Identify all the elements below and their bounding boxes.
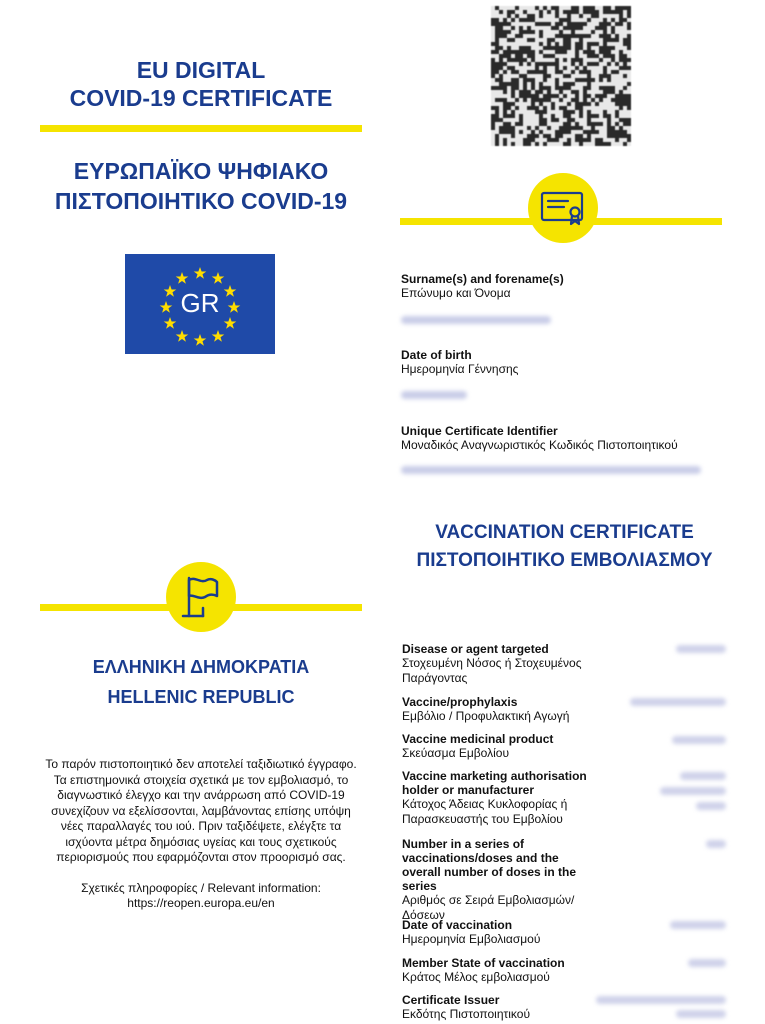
member-state-row: [402, 956, 602, 985]
date-sub: Ημερομηνία Εμβολιασμού: [402, 932, 541, 946]
member-state-value: [688, 959, 726, 967]
disease-sub: Στοχευμένη Νόσος ή Στοχευμένος Παράγοντας: [402, 656, 582, 685]
holder-name-field: [401, 272, 721, 324]
flag-icon: [179, 572, 223, 622]
title-en-line2: COVID-19 CERTIFICATE: [69, 85, 333, 111]
vaccine-sub: Εμβόλιο / Προφυλακτική Αγωγή: [402, 709, 570, 723]
info-url[interactable]: https://reopen.europa.eu/en: [127, 896, 275, 910]
product-label: Vaccine medicinal product: [402, 732, 554, 746]
dob-value: [401, 391, 467, 399]
issuer-value-2: [676, 1010, 726, 1018]
date-value: [670, 921, 726, 929]
flag-country-code: GR: [180, 288, 220, 318]
title-en-line1: EU DIGITAL: [136, 57, 266, 83]
title-en: [40, 56, 362, 112]
certificate-icon: [538, 188, 588, 228]
vaccine-row: [402, 695, 602, 724]
vaccine-value: [630, 698, 726, 706]
product-row: [402, 732, 602, 761]
manufacturer-row: [402, 769, 587, 827]
doses-label: Number in a series of vaccinations/doses and the overall number of doses in the series: [402, 837, 577, 893]
holder-name-value: [401, 316, 551, 324]
uci-field: [401, 424, 731, 474]
certificate-badge: [528, 173, 598, 243]
issuer-value-1: [596, 996, 726, 1004]
product-value: [672, 736, 726, 744]
member-state-label: Member State of vaccination: [402, 956, 565, 970]
vaccination-title-gr: ΠΙΣΤΟΠΟΙΗΤΙΚΟ ΕΜΒΟΛΙΑΣΜΟΥ: [416, 550, 713, 571]
issuer-sub: Εκδότης Πιστοποιητικού: [402, 1007, 531, 1021]
holder-name-label: Surname(s) and forename(s): [401, 272, 564, 286]
dob-label: Date of birth: [401, 348, 472, 362]
dob-field: [401, 348, 721, 399]
flag-badge: [166, 562, 236, 632]
manufacturer-sub: Κάτοχος Άδειας Κυκλοφορίας ή Παρασκευαστής του Εμβολίου: [402, 797, 568, 826]
disease-label: Disease or agent targeted: [402, 642, 549, 656]
info-label: Σχετικές πληροφορίες / Relevant information:: [81, 880, 321, 895]
disease-row: [402, 642, 602, 686]
manufacturer-value-3: [696, 802, 726, 810]
qr-code: [491, 6, 631, 146]
title-gr: [30, 156, 372, 216]
manufacturer-value-1: [680, 772, 726, 780]
travel-notice: [40, 757, 362, 912]
vaccination-title-en: VACCINATION CERTIFICATE: [435, 522, 694, 543]
doses-row: [402, 837, 594, 923]
manufacturer-value-2: [660, 787, 726, 795]
eu-flag: [125, 254, 275, 354]
manufacturer-label: Vaccine marketing authorisation holder or manufacturer: [402, 769, 587, 797]
disease-value: [676, 645, 726, 653]
divider-top-left: [40, 125, 362, 132]
uci-sub: Μοναδικός Αναγνωριστικός Κωδικός Πιστοποιητικού: [401, 438, 678, 452]
vaccination-title: [392, 519, 737, 575]
dob-sub: Ημερομηνία Γέννησης: [401, 362, 519, 376]
country-gr: ΕΛΛΗΝΙΚΗ ΔΗΜΟΚΡΑΤΙΑ: [92, 657, 310, 677]
doses-value: [706, 840, 726, 848]
vaccine-label: Vaccine/prophylaxis: [402, 695, 518, 709]
notice-text: Το παρόν πιστοποιητικό δεν αποτελεί ταξιδιωτικό έγγραφο. Τα επιστημονικά στοιχεία σχετικά με τον εμβολιασμό, το διαγνωστικό έλεγχο και την ανάρρωση από COVID-19 συνεχίζουν να εξελίσσονται, λαμβάνοντας επίσης υπόψη νέες παραλλαγές του ιού. Πριν ταξιδέψετε, ελέγξτε τα ισχύοντα μέτρα δημόσιας υγείας και τους σχετικούς περιορισμούς που εφαρμόζονται στον προορισμό σας.: [45, 757, 357, 864]
issuer-row: [402, 993, 602, 1022]
product-sub: Σκεύασμα Εμβολίου: [402, 746, 510, 760]
holder-name-sub: Επώνυμο και Όνομα: [401, 286, 511, 300]
uci-value: [401, 466, 701, 474]
date-label: Date of vaccination: [402, 918, 513, 932]
uci-label: Unique Certificate Identifier: [401, 424, 558, 438]
date-row: [402, 918, 602, 947]
member-state-sub: Κράτος Μέλος εμβολιασμού: [402, 970, 550, 984]
title-gr-line1: ΕΥΡΩΠΑΪΚΟ ΨΗΦΙΑΚΟ: [73, 158, 329, 184]
country-name: [40, 652, 362, 712]
issuer-label: Certificate Issuer: [402, 993, 500, 1007]
doses-sub: Αριθμός σε Σειρά Εμβολιασμών/Δόσεων: [402, 893, 575, 922]
country-en: HELLENIC REPUBLIC: [107, 687, 295, 707]
title-gr-line2: ΠΙΣΤΟΠΟΙΗΤΙΚΟ COVID-19: [54, 188, 348, 214]
